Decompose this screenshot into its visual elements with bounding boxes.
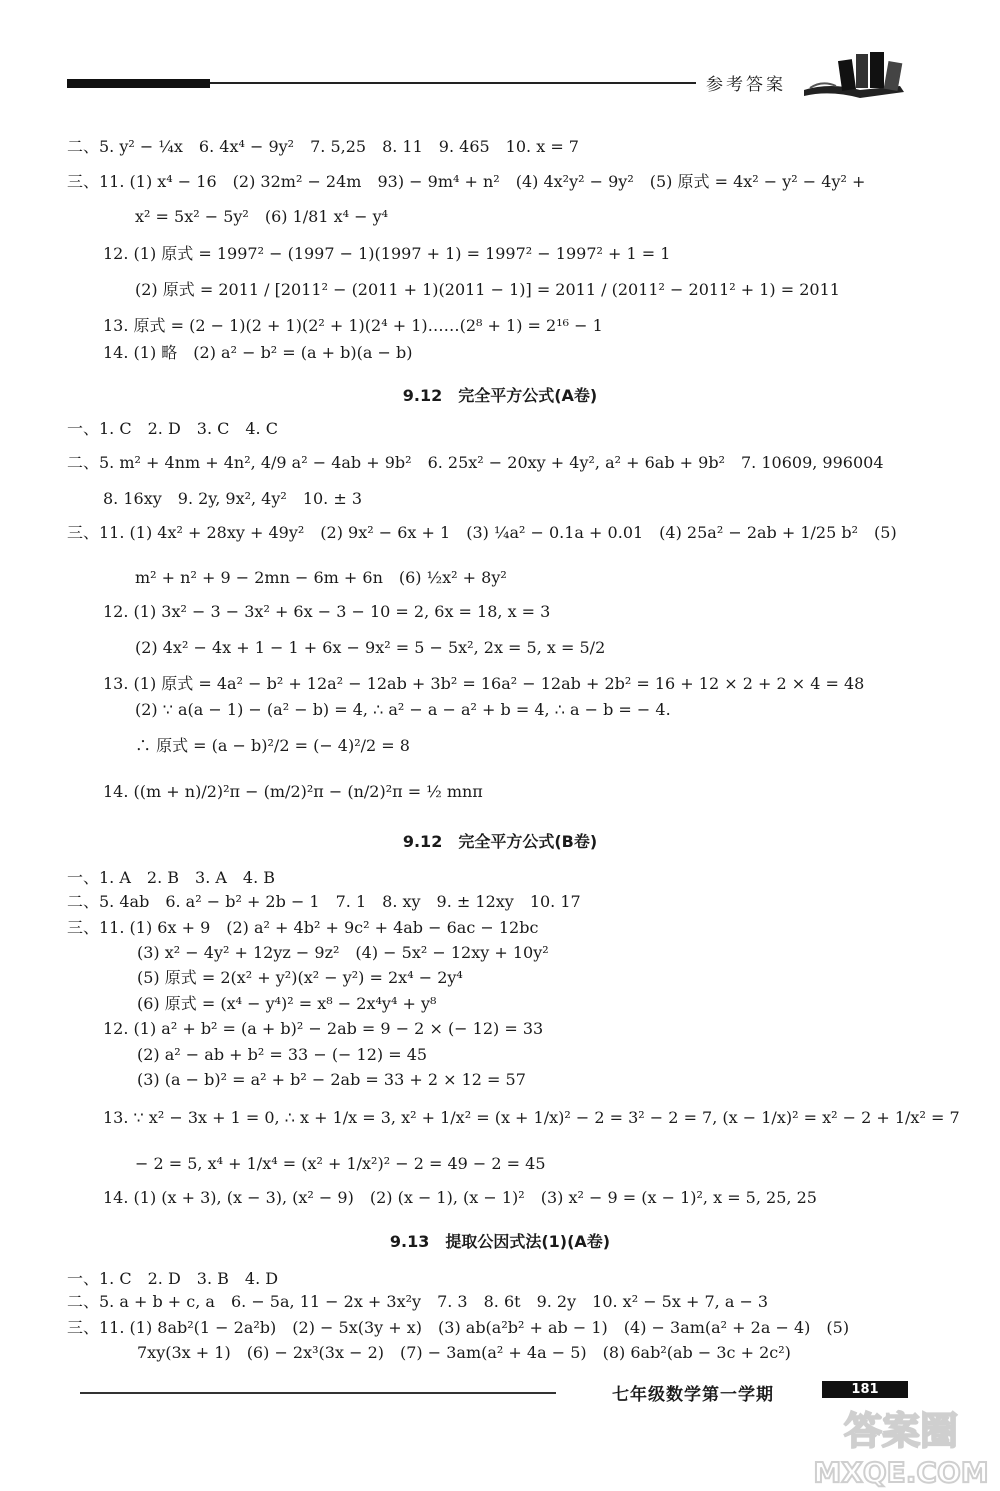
answer-line: ∴ 原式 = (a − b)²/2 = (− 4)²/2 = 8 <box>135 736 410 755</box>
section-title: 9.13 提取公因式法(1)(A卷) <box>389 1232 611 1251</box>
answer-line: 一、1. C 2. D 3. C 4. C <box>67 419 278 438</box>
answer-line: 13. 原式 = (2 − 1)(2 + 1)(2² + 1)(2⁴ + 1)……(2⁸ + 1) = 2¹⁶ − 1 <box>103 316 603 335</box>
answer-line: 8. 16xy 9. 2y, 9x², 4y² 10. ± 3 <box>103 489 363 508</box>
answer-line: 14. (1) 略 (2) a² − b² = (a + b)(a − b) <box>103 343 413 362</box>
answer-line: 三、11. (1) 6x + 9 (2) a² + 4b² + 9c² + 4ab − 6ac − 12bc <box>67 918 539 937</box>
answer-line: 14. (1) (x + 3), (x − 3), (x² − 9) (2) (x − 1), (x − 1)² (3) x² − 9 = (x − 1)², x = 5, 25, 25 <box>103 1188 817 1207</box>
watermark-text-cn: 答案圈 <box>843 1409 959 1453</box>
answer-line: 三、11. (1) x⁴ − 16 (2) 32m² − 24m 93) − 9m⁴ + n² (4) 4x²y² − 9y² (5) 原式 = 4x² − y² − 4y² + <box>67 172 866 191</box>
header-bar <box>67 79 210 88</box>
header-rule <box>210 82 696 84</box>
answer-line: (3) (a − b)² = a² + b² − 2ab = 33 + 2 × 12 = 57 <box>137 1070 526 1089</box>
footer-rule <box>80 1392 556 1394</box>
answer-line: 一、1. C 2. D 3. B 4. D <box>67 1269 279 1288</box>
books-icon <box>800 46 910 102</box>
answer-line: 14. ((m + n)/2)²π − (m/2)²π − (n/2)²π = ½ mnπ <box>103 782 483 801</box>
answer-line: 13. ∵ x² − 3x + 1 = 0, ∴ x + 1/x = 3, x² + 1/x² = (x + 1/x)² − 2 = 3² − 2 = 7, (x − 1/x)² = x² − 2 + 1/x² = 7 <box>103 1108 960 1127</box>
answer-line: 12. (1) 3x² − 3 − 3x² + 6x − 3 − 10 = 2, 6x = 18, x = 3 <box>103 602 551 621</box>
answer-line: 二、5. m² + 4nm + 4n², 4/9 a² − 4ab + 9b² 6. 25x² − 20xy + 4y², a² + 6ab + 9b² 7. 10609, 996004 <box>67 453 884 472</box>
section-title: 9.12 完全平方公式(B卷) <box>402 832 598 851</box>
answer-line: 13. (1) 原式 = 4a² − b² + 12a² − 12ab + 3b² = 16a² − 12ab + 2b² = 16 + 12 × 2 + 2 × 4 = 48 <box>103 674 865 693</box>
answer-line: m² + n² + 9 − 2mn − 6m + 6n (6) ½x² + 8y² <box>135 568 507 587</box>
answer-line: 二、5. 4ab 6. a² − b² + 2b − 1 7. 1 8. xy 9. ± 12xy 10. 17 <box>67 892 581 911</box>
header-title: 参考答案 <box>706 75 786 95</box>
answer-line: 二、5. y² − ¼x 6. 4x⁴ − 9y² 7. 5,25 8. 11 9. 465 10. x = 7 <box>67 137 579 156</box>
answer-line: 12. (1) 原式 = 1997² − (1997 − 1)(1997 + 1) = 1997² − 1997² + 1 = 1 <box>103 244 671 263</box>
answer-line: 一、1. A 2. B 3. A 4. B <box>67 868 276 887</box>
answer-line: (3) x² − 4y² + 12yz − 9z² (4) − 5x² − 12xy + 10y² <box>137 943 549 962</box>
section-title: 9.12 完全平方公式(A卷) <box>402 386 598 405</box>
answer-line: (6) 原式 = (x⁴ − y⁴)² = x⁸ − 2x⁴y⁴ + y⁸ <box>137 994 437 1013</box>
answer-line: (2) ∵ a(a − 1) − (a² − b) = 4, ∴ a² − a − a² + b = 4, ∴ a − b = − 4. <box>135 700 671 719</box>
answer-line: 三、11. (1) 4x² + 28xy + 49y² (2) 9x² − 6x + 1 (3) ¼a² − 0.1a + 0.01 (4) 25a² − 2ab + 1/25 b² (5) <box>67 523 897 542</box>
answer-line: − 2 = 5, x⁴ + 1/x⁴ = (x² + 1/x²)² − 2 = 49 − 2 = 45 <box>135 1154 546 1173</box>
answer-line: (5) 原式 = 2(x² + y²)(x² − y²) = 2x⁴ − 2y⁴ <box>137 968 463 987</box>
answer-line: 三、11. (1) 8ab²(1 − 2a²b) (2) − 5x(3y + x) (3) ab(a²b² + ab − 1) (4) − 3am(a² + 2a − 4) (5) <box>67 1318 850 1337</box>
answer-line: (2) 4x² − 4x + 1 − 1 + 6x − 9x² = 5 − 5x², 2x = 5, x = 5/2 <box>135 638 606 657</box>
answer-line: 二、5. a + b + c, a 6. − 5a, 11 − 2x + 3x²y 7. 3 8. 6t 9. 2y 10. x² − 5x + 7, a − 3 <box>67 1292 769 1311</box>
answer-line: x² = 5x² − 5y² (6) 1/81 x⁴ − y⁴ <box>135 207 389 226</box>
page-number-badge: 181 <box>822 1381 908 1398</box>
footer-book-title: 七年级数学第一学期 <box>612 1385 774 1405</box>
watermark-text-url: MXQE.COM <box>813 1456 989 1488</box>
answer-line: (2) 原式 = 2011 / [2011² − (2011 + 1)(2011 − 1)] = 2011 / (2011² − 2011² + 1) = 2011 <box>135 280 840 299</box>
answer-line: 7xy(3x + 1) (6) − 2x³(3x − 2) (7) − 3am(a² + 4a − 5) (8) 6ab²(ab − 3c + 2c²) <box>137 1343 791 1362</box>
watermark-logo <box>806 1404 996 1488</box>
answer-line: (2) a² − ab + b² = 33 − (− 12) = 45 <box>137 1045 428 1064</box>
answer-line: 12. (1) a² + b² = (a + b)² − 2ab = 9 − 2 × (− 12) = 33 <box>103 1019 544 1038</box>
